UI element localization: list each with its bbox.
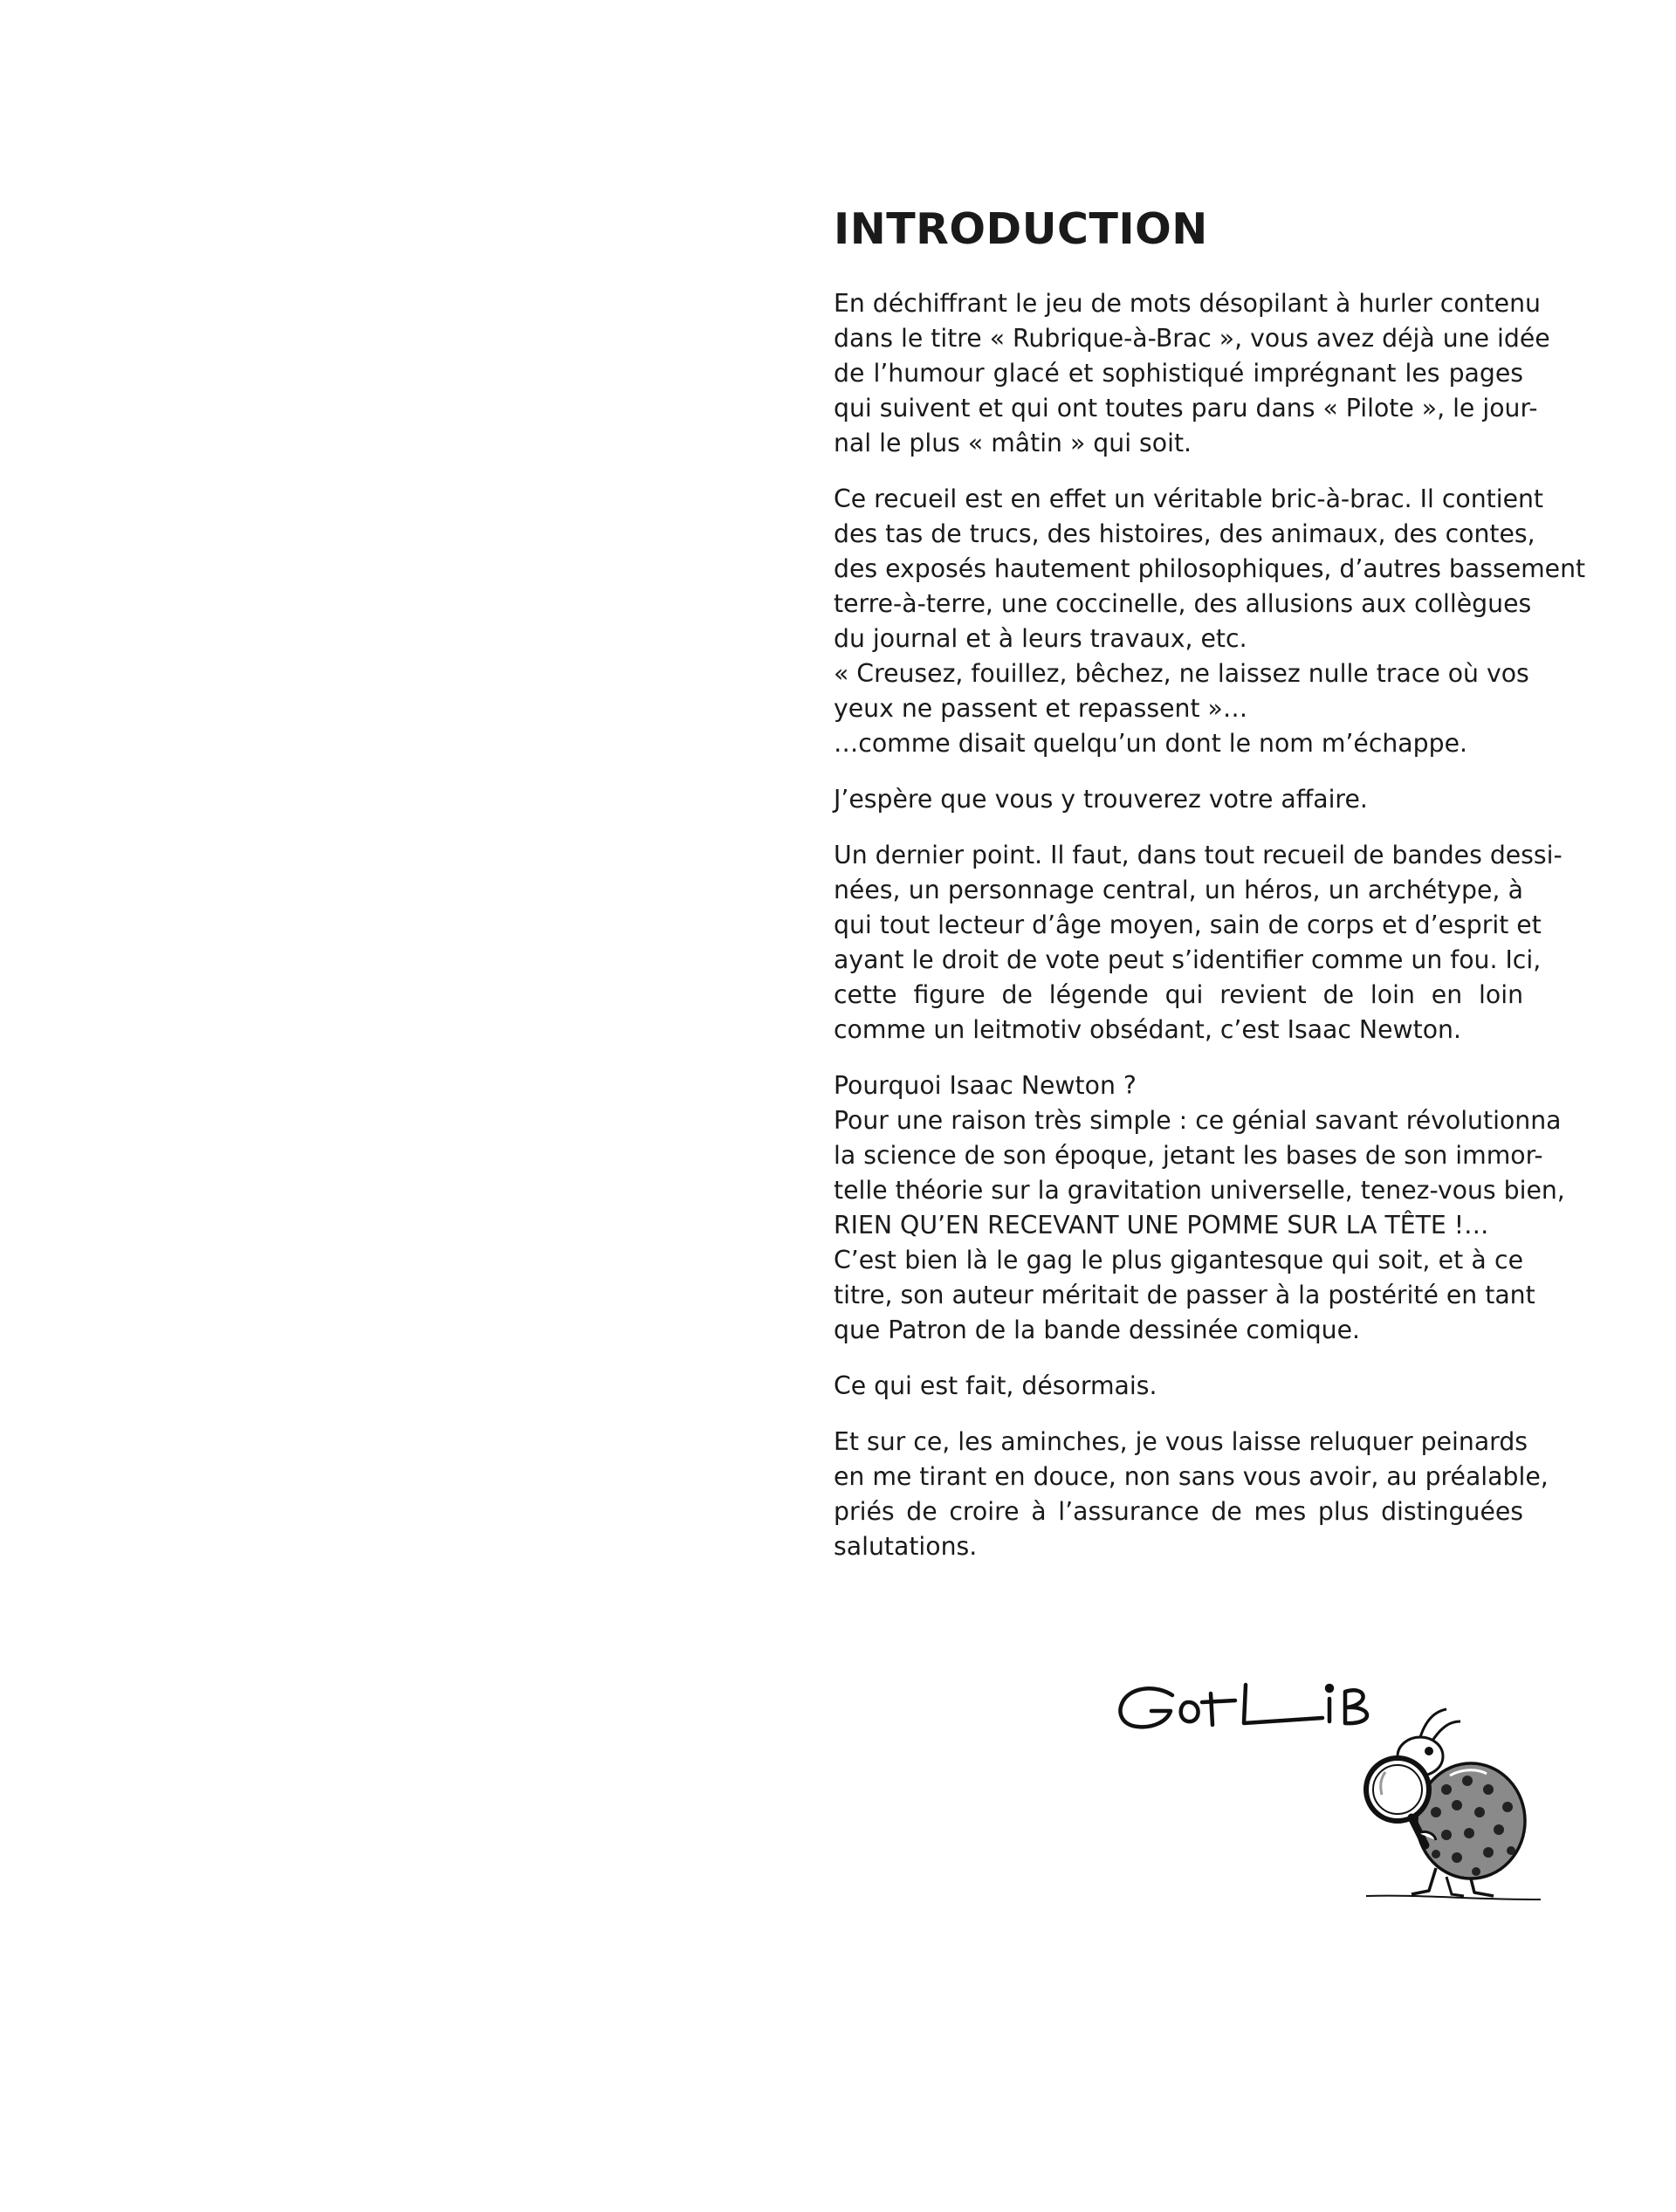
text-line: la science de son époque, jetant les bases de son immor- xyxy=(834,1140,1543,1170)
text-line: des tas de trucs, des histoires, des animaux, des contes, xyxy=(834,519,1535,548)
text-line: ayant le droit de vote peut s’identifier comme un fou. Ici, xyxy=(834,945,1542,974)
text-line: Ce recueil est en effet un véritable bric-à-brac. Il contient xyxy=(834,484,1544,513)
text-line: Ce qui est fait, désormais. xyxy=(834,1370,1157,1400)
introduction-column xyxy=(834,204,1586,1585)
paragraph xyxy=(834,286,1550,461)
text-line: en me tirant en douce, non sans vous avoir, au préalable, xyxy=(834,1461,1549,1491)
text-line: salutations. xyxy=(834,1531,978,1561)
text-line: qui suivent et qui ont toutes paru dans « Pilote », le jour- xyxy=(834,393,1538,422)
text-line: RIEN QU’EN RECEVANT UNE POMME SUR LA TÊTE !… xyxy=(834,1210,1489,1240)
text-line: priés de croire à l’assurance de mes plus distinguées xyxy=(834,1496,1523,1526)
text-line: telle théorie sur la gravitation universelle, tenez-vous bien, xyxy=(834,1175,1565,1205)
text-line: terre-à-terre, une coccinelle, des allusions aux collègues xyxy=(834,588,1532,618)
text-line: du journal et à leurs travaux, etc. xyxy=(834,623,1247,653)
signature-ladybug-drawing xyxy=(1104,1659,1558,1920)
introduction-body xyxy=(834,286,1586,1564)
paragraph xyxy=(834,838,1563,1048)
text-line: titre, son auteur méritait de passer à la postérité en tant xyxy=(834,1280,1535,1309)
text-line: …comme disait quelqu’un dont le nom m’échappe. xyxy=(834,728,1467,758)
text-line: J’espère que vous y trouverez votre affaire. xyxy=(834,784,1368,814)
page-title: INTRODUCTION xyxy=(834,204,1208,254)
text-line: C’est bien là le gag le plus gigantesque qui soit, et à ce xyxy=(834,1245,1523,1274)
paragraph xyxy=(834,482,1586,761)
text-line: comme un leitmotiv obsédant, c’est Isaac Newton. xyxy=(834,1014,1461,1044)
text-line: nal le plus « mâtin » qui soit. xyxy=(834,428,1192,457)
text-line: des exposés hautement philosophiques, d’autres bassement xyxy=(834,553,1586,583)
text-line: « Creusez, fouillez, bêchez, ne laissez nulle trace où vos xyxy=(834,658,1529,688)
text-line: que Patron de la bande dessinée comique. xyxy=(834,1315,1361,1344)
text-line: Pour une raison très simple : ce génial savant révolutionna xyxy=(834,1105,1562,1135)
paragraph xyxy=(834,1369,1523,1404)
text-line: Pourquoi Isaac Newton ? xyxy=(834,1070,1137,1100)
text-line: de l’humour glacé et sophistiqué imprégnant les pages xyxy=(834,358,1523,388)
text-line: dans le titre « Rubrique-à-Brac », vous avez déjà une idée xyxy=(834,323,1550,353)
text-line: En déchiffrant le jeu de mots désopilant à hurler contenu xyxy=(834,288,1541,318)
text-line: qui tout lecteur d’âge moyen, sain de corps et d’esprit et xyxy=(834,910,1542,939)
text-line: nées, un personnage central, un héros, un archétype, à xyxy=(834,875,1523,904)
paragraph xyxy=(834,1068,1565,1348)
signature xyxy=(1104,1659,1558,1920)
text-line: Un dernier point. Il faut, dans tout recueil de bandes dessi- xyxy=(834,840,1563,869)
ladybug-with-magnifier-icon xyxy=(1366,1709,1541,1899)
paragraph xyxy=(834,1425,1549,1564)
text-line: yeux ne passent et repassent »… xyxy=(834,693,1248,723)
text-line: cette figure de légende qui revient de loin en loin xyxy=(834,979,1523,1009)
text-line: Et sur ce, les aminches, je vous laisse reluquer peinards xyxy=(834,1426,1528,1456)
gotlib-signature xyxy=(1121,1685,1367,1727)
paragraph xyxy=(834,782,1523,817)
